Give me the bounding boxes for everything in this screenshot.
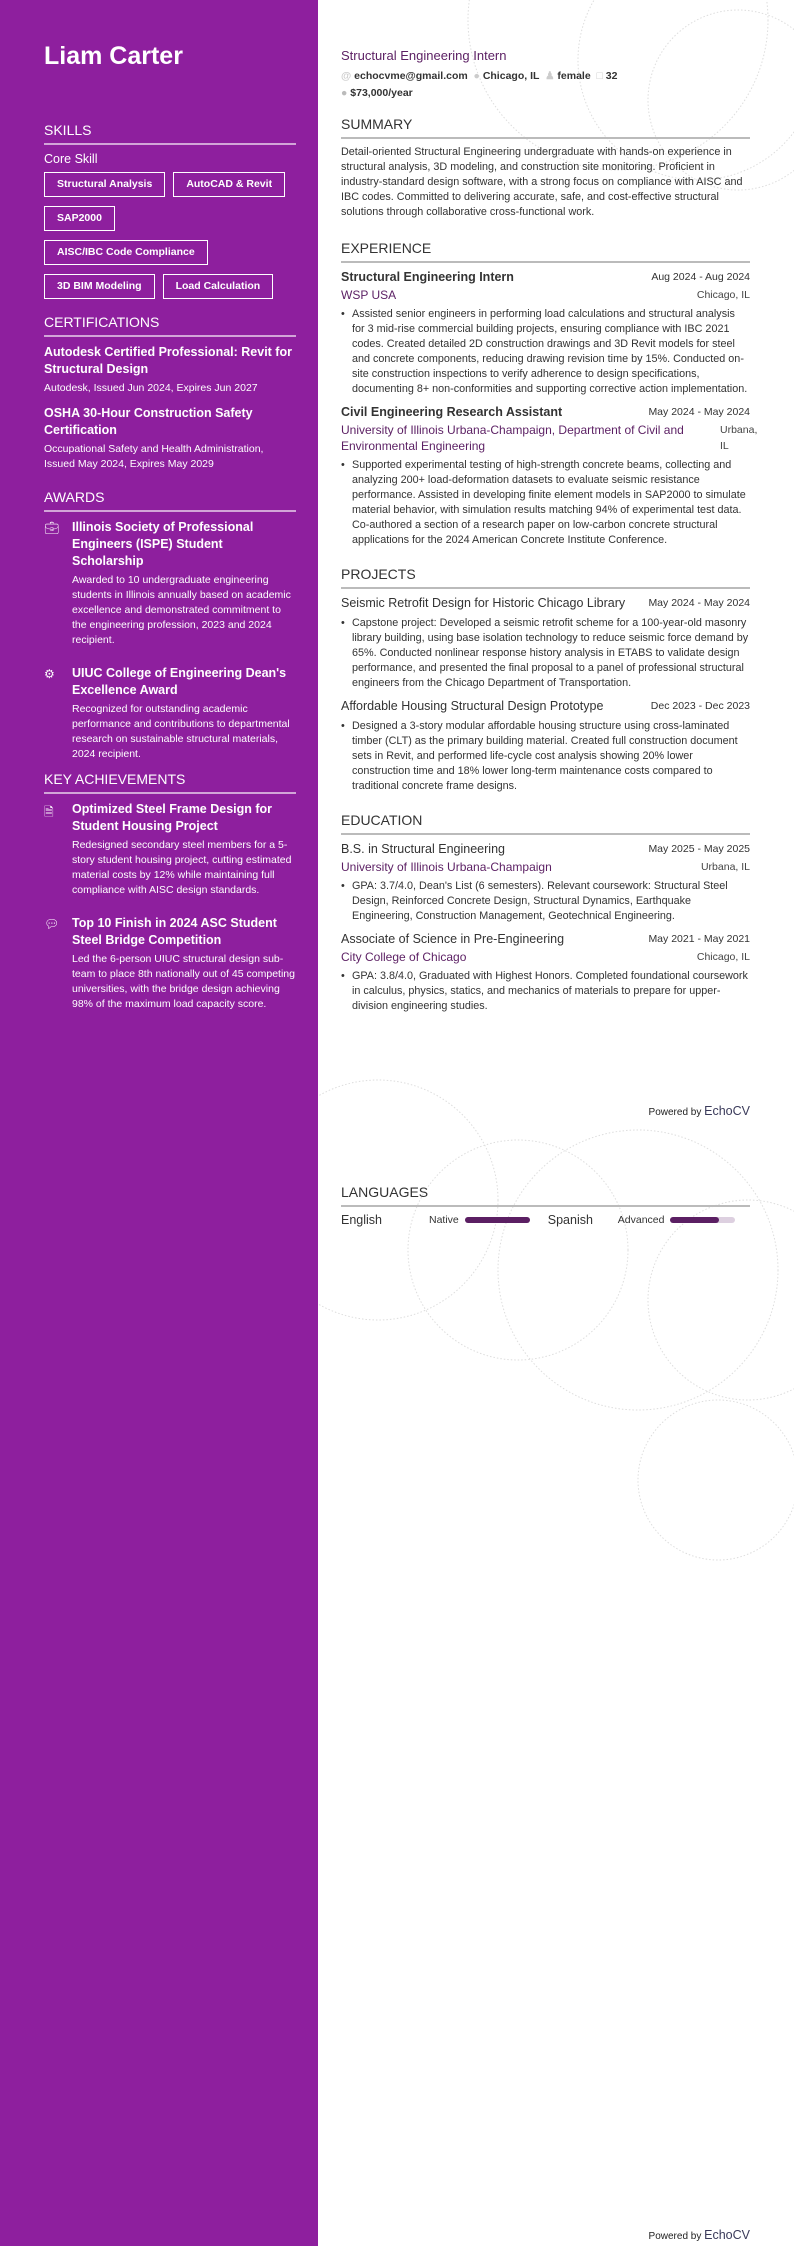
- language-level: Advanced: [617, 1214, 665, 1226]
- cert-detail: Occupational Safety and Health Administration, Issued May 2024, Expires May 2029: [44, 443, 264, 470]
- headline: Structural Engineering Intern: [341, 48, 507, 63]
- projects-section: [341, 566, 750, 794]
- job-location: Urbana, IL: [720, 424, 758, 452]
- contact-info: [341, 68, 750, 102]
- gear-icon: ⚙︎: [44, 667, 55, 681]
- resume-main: [341, 48, 758, 1021]
- skill-tag: Structural Analysis: [44, 172, 165, 197]
- achievement-item: [44, 915, 296, 1021]
- summary-section: [341, 116, 750, 220]
- skill-tag: Load Calculation: [163, 274, 274, 299]
- project-dates: Dec 2023 - Dec 2023: [650, 700, 750, 712]
- achievement-desc: Led the 6-person UIUC structural design sub-team to place 8th nationally out of 45 competing universities, with the bridge design achieving 98% of the maximum load capacity score.: [72, 953, 295, 1010]
- briefcase-icon: 💼︎: [44, 521, 60, 535]
- job-dates: Aug 2024 - Aug 2024: [651, 271, 750, 283]
- job-title: Structural Engineering Intern: [341, 270, 514, 284]
- education-dates: May 2021 - May 2021: [648, 933, 750, 945]
- document-icon: 🗎︎: [44, 805, 54, 819]
- section-title: LANGUAGES: [341, 1184, 750, 1207]
- person-icon: ♟: [545, 70, 555, 82]
- powered-label: Powered by: [648, 2231, 702, 2242]
- company: WSP USA: [341, 288, 397, 302]
- project-item: [341, 595, 750, 691]
- cert-detail: Autodesk, Issued Jun 2024, Expires Jun 2027: [44, 382, 258, 394]
- powered-label: Powered by: [648, 1107, 702, 1118]
- job-bullet: • Assisted senior engineers in performing load calculations and structural analysis for 3 mid-rise commercial building projects, ensuring compliance with IBC 2021 codes. Created detailed 2D construction drawings and 3D Revit models for steel and concrete components, reducing drawing revision time by 15%. Conducted on-site construction inspections to verify adherence to design specifications, documenting 8+ non-conformities and supporting corrective action implementation.: [341, 307, 750, 397]
- language-level: Native: [429, 1214, 459, 1226]
- school: City College of Chicago: [341, 950, 467, 964]
- languages-row: [341, 1213, 750, 1227]
- award-name: Illinois Society of Professional Engineers (ISPE) Student Scholarship: [72, 520, 254, 568]
- education-bullet: • GPA: 3.8/4.0, Graduated with Highest Honors. Completed foundational coursework in calculus, physics, statics, and mechanics of materials to prepare for upper-division engineering studies.: [341, 969, 750, 1014]
- brand-link[interactable]: EchoCV: [704, 2228, 750, 2242]
- job-location: Chicago, IL: [696, 289, 750, 301]
- skill-tag: AutoCAD & Revit: [173, 172, 285, 197]
- school: University of Illinois Urbana-Champaign: [341, 860, 552, 874]
- experience-item: [341, 404, 758, 548]
- education-item: [341, 931, 750, 1014]
- company: University of Illinois Urbana-Champaign, Department of Civil and Environmental Engineering: [341, 423, 684, 453]
- achievement-item: [44, 801, 296, 907]
- powered-by: [649, 1104, 750, 1118]
- money-icon: ●: [341, 87, 348, 99]
- award-desc: Recognized for outstanding academic performance and contributions to departmental research on sustainable structural materials, 2024 recipient.: [72, 703, 290, 760]
- cert-name: OSHA 30-Hour Construction Safety Certification: [44, 406, 253, 437]
- section-title: EXPERIENCE: [341, 240, 750, 263]
- language-bar: [670, 1217, 735, 1223]
- project-name: Seismic Retrofit Design for Historic Chicago Library: [341, 596, 626, 610]
- award-name: UIUC College of Engineering Dean's Excellence Award: [72, 666, 287, 697]
- language-bar-fill: [670, 1217, 719, 1223]
- language-bar: [465, 1217, 530, 1223]
- summary-text: Detail-oriented Structural Engineering undergraduate with hands-on experience in structural analysis, 3D modeling, and construction site monitoring. Proficient in industry-standard design software, with a strong focus on compliance with AISC and IBC codes. Committed to delivering accurate, safe, and cost-effective structural solutions through collaborative cross-functional work.: [341, 146, 743, 218]
- achievement-name: Optimized Steel Frame Design for Student Housing Project: [72, 802, 273, 833]
- section-title: SKILLS: [44, 122, 296, 145]
- age: 32: [605, 70, 618, 82]
- gender: female: [557, 70, 591, 82]
- education-item: [341, 841, 750, 924]
- skill-tag: AISC/IBC Code Compliance: [44, 240, 208, 265]
- certifications-section: [44, 314, 296, 481]
- language-bar-fill: [465, 1217, 530, 1223]
- calendar-icon: □: [596, 70, 603, 82]
- email[interactable]: echocvme@gmail.com: [354, 70, 468, 82]
- project-bullet: • Designed a 3-story modular affordable housing structure using cross-laminated timber (CLT) as the primary building material. Created full construction document sets in Revit, and performed life-cycle cost analysis showing 20% lower construction time and 18% lower long-term maintenance costs compared to traditional concrete frame designs.: [341, 719, 750, 794]
- job-dates: May 2024 - May 2024: [648, 406, 750, 418]
- powered-by: [649, 2228, 750, 2242]
- sidebar: [0, 0, 318, 2246]
- section-title: SUMMARY: [341, 116, 750, 139]
- awards-section: [44, 489, 296, 779]
- languages-section: [341, 1184, 750, 1227]
- achievement-name: Top 10 Finish in 2024 ASC Student Steel Bridge Competition: [72, 916, 277, 947]
- section-title: EDUCATION: [341, 812, 750, 835]
- education-dates: May 2025 - May 2025: [648, 843, 750, 855]
- award-item: [44, 665, 296, 771]
- skills-section: [44, 122, 296, 299]
- school-location: Chicago, IL: [696, 951, 750, 963]
- project-item: [341, 698, 750, 794]
- achievement-desc: Redesigned secondary steel members for a 5-story student housing project, cutting estimated material costs by 12% while maintaining full compliance with AISC design standards.: [72, 839, 292, 896]
- chat-icon: 💬︎: [44, 917, 60, 931]
- project-bullet: • Capstone project: Developed a seismic retrofit scheme for a 100-year-old masonry library building, using base isolation technology to reduce seismic force demand by 65%. Conducted nonlinear response history analysis in ETABS to validate design performance, and presented the final proposal to a panel of professional structural engineers from the Chicago Department of Transportation.: [341, 616, 750, 691]
- candidate-name: Liam Carter: [44, 42, 183, 70]
- school-location: Urbana, IL: [700, 861, 750, 873]
- location: Chicago, IL: [482, 70, 540, 82]
- language-name: English: [341, 1213, 382, 1227]
- brand-link[interactable]: EchoCV: [704, 1104, 750, 1118]
- project-name: Affordable Housing Structural Design Prototype: [341, 699, 604, 713]
- job-title: Civil Engineering Research Assistant: [341, 405, 563, 419]
- skill-tag: SAP2000: [44, 206, 115, 231]
- experience-section: [341, 240, 758, 548]
- degree: Associate of Science in Pre-Engineering: [341, 932, 565, 946]
- education-section: [341, 812, 750, 1014]
- award-item: [44, 519, 296, 657]
- job-bullet: • Supported experimental testing of high-strength concrete beams, collecting and analyzing 200+ load-deformation datasets to evaluate seismic resistance performance. Assisted in developing finite element models in SAP2000 to simulate material behavior, with simulation results matching 94% of experimental test data. Co-authored a section of a research paper on low-carbon concrete structural applications for the 2024 American Concrete Institute Conference.: [341, 458, 750, 548]
- section-title: CERTIFICATIONS: [44, 314, 296, 337]
- project-dates: May 2024 - May 2024: [648, 597, 750, 609]
- location-icon: ●: [473, 70, 480, 82]
- section-title: AWARDS: [44, 489, 296, 512]
- education-bullet: • GPA: 3.7/4.0, Dean's List (6 semesters). Relevant coursework: Structural Steel Design, Reinforced Concrete Design, Structural Dynamics, Earthquake Engineering, Construction Management, Geotechnical Engineering.: [341, 879, 750, 924]
- section-title: KEY ACHIEVEMENTS: [44, 771, 296, 794]
- degree: B.S. in Structural Engineering: [341, 842, 505, 856]
- skill-tag: 3D BIM Modeling: [44, 274, 155, 299]
- salary: $73,000/year: [350, 87, 413, 99]
- section-title: PROJECTS: [341, 566, 750, 589]
- award-desc: Awarded to 10 undergraduate engineering students in Illinois annually based on academic excellence and demonstrated commitment to the engineering profession, 2023 and 2024 recipient.: [72, 574, 291, 646]
- experience-item: [341, 269, 750, 397]
- cert-name: Autodesk Certified Professional: Revit for Structural Design: [44, 345, 292, 376]
- skill-group: Core Skill: [44, 152, 98, 166]
- language-name: Spanish: [547, 1213, 593, 1227]
- achievements-section: [44, 771, 296, 1029]
- email-icon: @: [341, 70, 352, 82]
